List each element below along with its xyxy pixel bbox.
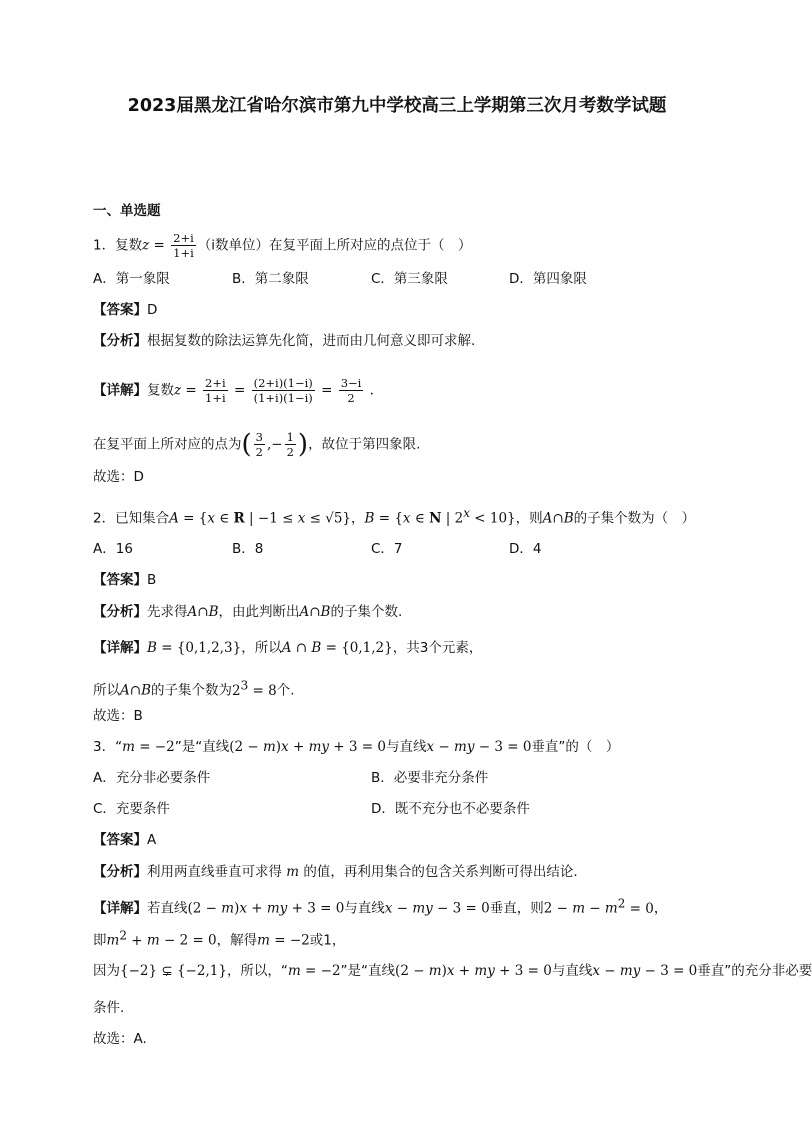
question-1-stem: 1．复数z = $\frac{2+i}{1+i}$ （i数单位）在复平面上所对应的点位于（ ） [93, 231, 472, 260]
q2-answer: 【答案】B [93, 572, 157, 588]
q2-detail-count: 所以A∩B的子集个数为$2^3 = 8$个. [93, 678, 295, 699]
q2-option-d: D．4 [509, 541, 542, 557]
q2-choose: 故选：B [93, 708, 143, 724]
q3-detail-equation: 即$m^2 + m - 2 = 0$，解得m = −2或1， [93, 928, 346, 949]
q3-detail-conclusion: 因为{−2} ⊊ {−2,1}，所以，“m = −2”是“直线(2 − m)x + my + 3 = 0与直线x − my − 3 = 0垂直”的充分非必要 [93, 963, 812, 979]
q3-choose: 故选：A. [93, 1031, 147, 1047]
q3-option-d: D．既不充分也不必要条件 [371, 801, 530, 817]
q1-option-c: C．第三象限 [371, 271, 448, 287]
q1-detail: 【详解】复数z = $\frac{2+i}{1+i}$ = $\frac{(2+i)(1-i)}{(1+i)(1-i)}$ = $\frac{3-i}{2}$ . [93, 376, 374, 405]
q1-answer: 【答案】D [93, 302, 158, 318]
q1-analysis: 【分析】根据复数的除法运算先化简，进而由几何意义即可求解. [93, 333, 476, 349]
q1-option-b: B．第二象限 [232, 271, 309, 287]
question-3-stem: 3．“m = −2”是“直线(2 − m)x + my + 3 = 0与直线x − my − 3 = 0垂直”的（ ） [93, 739, 620, 755]
question-number: 3． [93, 739, 116, 755]
section-heading: 一、单选题 [93, 203, 161, 219]
q1-option-a: A．第一象限 [93, 271, 170, 287]
q3-answer: 【答案】A [93, 832, 157, 848]
q2-option-b: B．8 [232, 541, 264, 557]
question-number: 1． [93, 237, 116, 254]
q3-detail-end: 条件. [93, 1000, 125, 1016]
q3-option-a: A．充分非必要条件 [93, 770, 211, 786]
q2-option-a: A．16 [93, 541, 133, 557]
q1-option-d: D．第四象限 [509, 271, 587, 287]
document-title: 2023届黑龙江省哈尔滨市第九中学校高三上学期第三次月考数学试题 [127, 96, 667, 116]
q3-analysis: 【分析】利用两直线垂直可求得 m 的值，再利用集合的包含关系判断可得出结论. [93, 864, 578, 880]
q3-option-c: C．充要条件 [93, 801, 170, 817]
q2-option-c: C．7 [371, 541, 403, 557]
question-2-stem: 2．已知集合A = {x ∈ R | −1 ≤ x ≤ √5}，B = {x ∈ N | $2^x < 10$}，则A∩B的子集个数为（ ） [93, 506, 696, 527]
question-number: 2． [93, 510, 116, 527]
q3-option-b: B．必要非充分条件 [371, 770, 489, 786]
q2-analysis: 【分析】先求得A∩B，由此判断出A∩B的子集个数. [93, 604, 403, 620]
q1-detail-point: 在复平面上所对应的点为( $\frac{3}{2}$ ,− $\frac{1}{2}$ )，故位于第四象限. [93, 429, 421, 460]
q2-detail: 【详解】B = {0,1,2,3}，所以A ∩ B = {0,1,2}，共3个元素， [93, 640, 483, 656]
q1-choose: 故选：D [93, 469, 144, 485]
q3-detail: 【详解】若直线(2 − m)x + my + 3 = 0与直线x − my − 3 = 0垂直，则$2 - m - m^2 = 0$， [93, 896, 668, 917]
